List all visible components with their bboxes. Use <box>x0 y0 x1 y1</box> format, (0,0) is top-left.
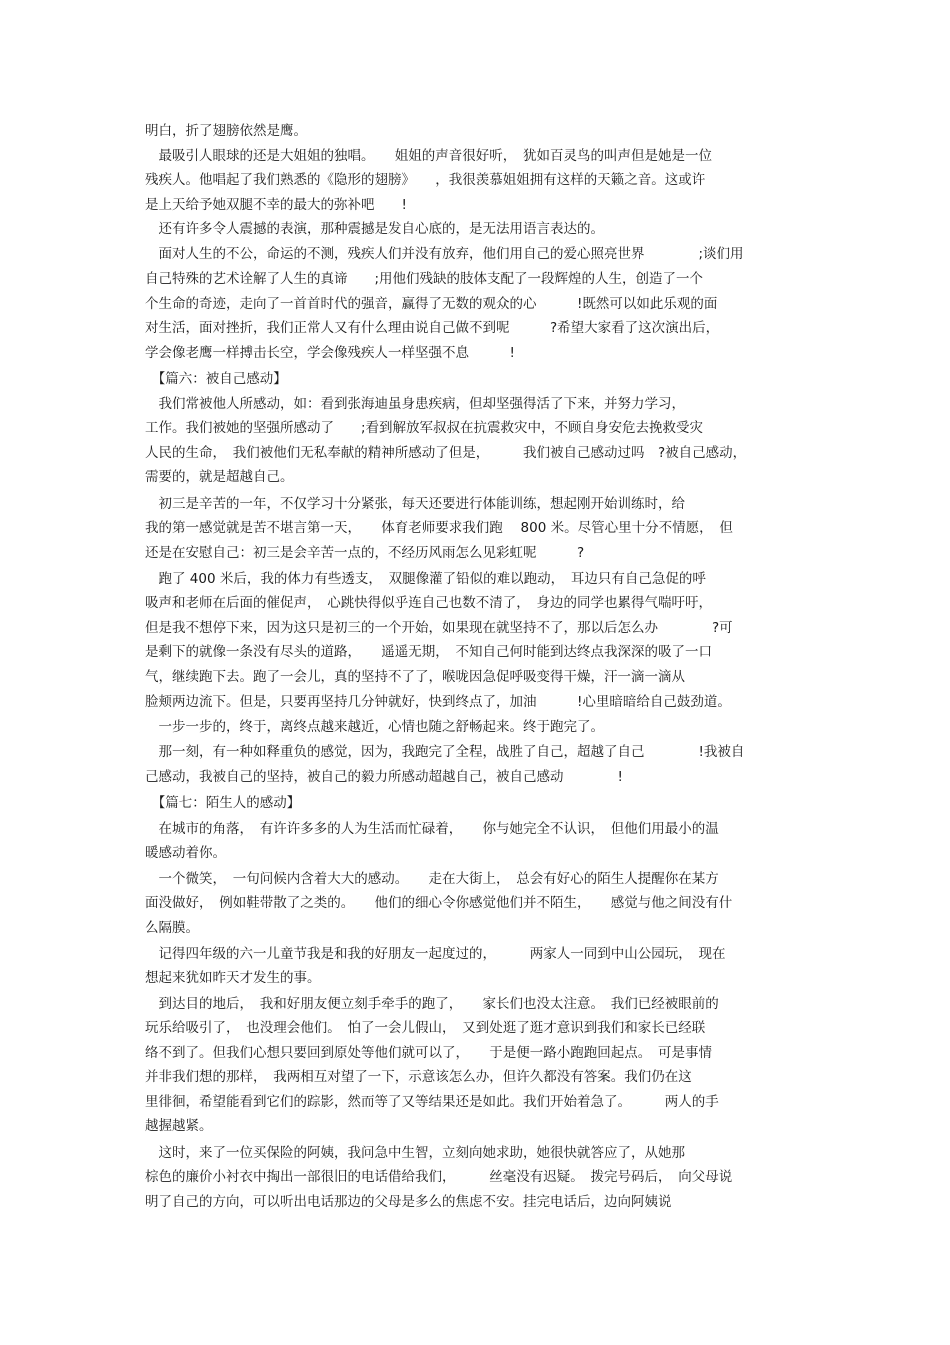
text-line: 里徘徊，希望能看到它们的踪影，然而等了又等结果还是如此。我们开始着急了。 两人的手 <box>145 1094 719 1110</box>
text-line: 越握越紧。 <box>145 1118 213 1134</box>
text-line: 么隔膜。 <box>145 920 199 936</box>
text-line: 记得四年级的六一儿童节我是和我的好朋友一起度过的， 两家人一同到中山公园玩， 现在 <box>145 946 726 962</box>
text-line: 还是在安慰自己：初三是会辛苦一点的，不经历风雨怎么见彩虹呢 ? <box>145 545 585 561</box>
text-line: 一个微笑， 一句问候内含着大大的感动。 走在大街上， 总会有好心的陌生人提醒你在某方 <box>145 871 719 887</box>
text-line: 残疾人。他唱起了我们熟悉的《隐形的翅膀》 ，我很羡慕姐姐拥有这样的天籁之音。这或许 <box>145 172 706 188</box>
text-line: 并非我们想的那样， 我两相互对望了一下，示意该怎么办，但许久都没有答案。我们仍在这 <box>145 1069 692 1085</box>
text-line: 棕色的廉价小衬衣中掏出一部很旧的电话借给我们， 丝毫没有迟疑。 拨完号码后， 向父母说 <box>145 1169 733 1185</box>
section-heading: 【篇七：陌生人的感动】 <box>145 795 301 811</box>
text-line: 我们常被他人所感动，如：看到张海迪虽身患疾病，但却坚强得活了下来，并努力学习， <box>145 396 685 412</box>
text-line: 明了自己的方向，可以听出电话那边的父母是多么的焦虑不安。挂完电话后，边向阿姨说 <box>145 1194 672 1210</box>
text-line: 络不到了。但我们心想只要回到原处等他们就可以了， 于是便一路小跑跑回起点。 可是事情 <box>145 1045 712 1061</box>
text-line: 是剩下的就像一条没有尽头的道路， 遥遥无期， 不知自己何时能到达终点我深深的吸了一口 <box>145 644 712 660</box>
text-line: 气，继续跑下去。跑了一会儿，真的坚持不了了，喉咙因急促呼吸变得干燥，汗一滴一滴从 <box>145 669 685 685</box>
text-line: 还有许多令人震撼的表演，那种震撼是发自心底的，是无法用语言表达的。 <box>145 221 604 237</box>
text-line: 需要的，就是超越自己。 <box>145 469 294 485</box>
text-line: 暖感动着你。 <box>145 845 226 861</box>
text-line: 个生命的奇迹，走向了一首首时代的强音，赢得了无数的观众的心 !既然可以如此乐观的面 <box>145 296 718 312</box>
text-line: 玩乐给吸引了， 也没理会他们。 怕了一会儿假山， 又到处逛了逛才意识到我们和家长已经联 <box>145 1020 706 1036</box>
text-line: 明白，折了翅膀依然是鹰。 <box>145 123 307 139</box>
text-line: 一步一步的，终于，离终点越来越近，心情也随之舒畅起来。终于跑完了。 <box>145 719 604 735</box>
text-line: 对生活，面对挫折，我们正常人又有什么理由说自己做不到呢 ?希望大家看了这次演出后， <box>145 320 720 336</box>
text-line: 工作。我们被她的坚强所感动了 ;看到解放军叔叔在抗震救灾中，不顾自身安危去挽救受灾 <box>145 420 704 436</box>
text-line: 己感动，我被自己的坚持，被自己的毅力所感动超越自己，被自己感动 ! <box>145 769 623 785</box>
text-line: 初三是辛苦的一年，不仅学习十分紧张，每天还要进行体能训练，想起刚开始训练时，给 <box>145 496 685 512</box>
text-line: 学会像老鹰一样搏击长空，学会像残疾人一样坚强不息 ! <box>145 345 515 361</box>
text-line: 脸颊两边流下。但是，只要再坚持几分钟就好，快到终点了，加油 !心里暗暗给自己鼓劲道。 <box>145 694 731 710</box>
text-line: 面对人生的不公，命运的不测，残疾人们并没有放弃，他们用自己的爱心照亮世界 ;谈们用 <box>145 246 744 262</box>
text-line: 到达目的地后， 我和好朋友便立刻手牵手的跑了， 家长们也没太注意。 我们已经被眼前的 <box>145 996 719 1012</box>
text-line: 这时，来了一位买保险的阿姨，我问急中生智，立刻向她求助，她很快就答应了，从她那 <box>145 1145 685 1161</box>
text-line: 最吸引人眼球的还是大姐姐的独唱。 姐姐的声音很好听， 犹如百灵鸟的叫声但是她是一位 <box>145 148 712 164</box>
text-line: 面没做好， 例如鞋带散了之类的。 他们的细心令你感觉他们并不陌生， 感觉与他之间没有什 <box>145 895 733 911</box>
text-line: 那一刻，有一种如释重负的感觉，因为，我跑完了全程，战胜了自己，超越了自己 !我被自 <box>145 744 745 760</box>
text-line: 自己特殊的艺术诠解了人生的真谛 ;用他们残缺的肢体支配了一段辉煌的人生，创造了一个 <box>145 271 704 287</box>
section-heading: 【篇六：被自己感动】 <box>145 371 287 387</box>
text-line: 跑了 400 米后，我的体力有些透支， 双腿像灌了铅似的难以跑动， 耳边只有自己急促的呼 <box>145 571 706 587</box>
text-line: 吸声和老师在后面的催促声， 心跳快得似乎连自己也数不清了， 身边的同学也累得气喘吁吁， <box>145 595 712 611</box>
text-line: 想起来犹如昨天才发生的事。 <box>145 970 321 986</box>
text-line: 在城市的角落， 有许许多多的人为生活而忙碌着， 你与她完全不认识， 但他们用最小的温 <box>145 821 719 837</box>
text-line: 是上天给予她双腿不幸的最大的弥补吧 ! <box>145 197 407 213</box>
text-line: 我的第一感觉就是苦不堪言第一天， 体育老师要求我们跑 800 米。尽管心里十分不情愿， 但 <box>145 520 733 536</box>
text-line: 人民的生命， 我们被他们无私奉献的精神所感动了但是， 我们被自己感动过吗 ?被自己感动， <box>145 445 747 461</box>
text-line: 但是我不想停下来，因为这只是初三的一个开始，如果现在就坚持不了，那以后怎么办 ?可 <box>145 620 733 636</box>
